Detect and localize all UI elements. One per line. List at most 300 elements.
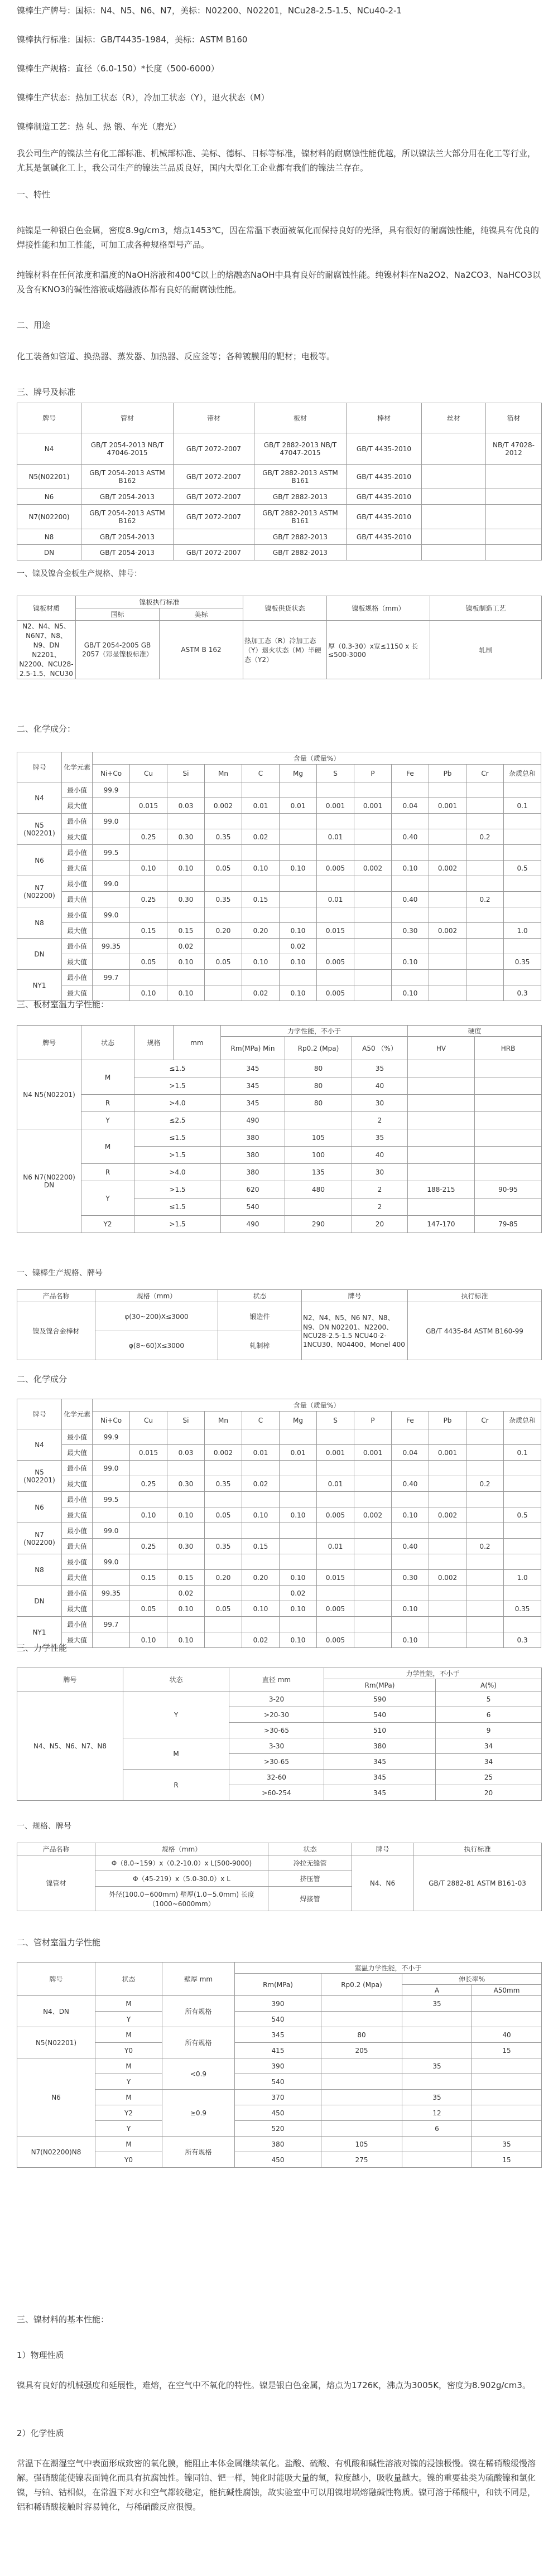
table-cell: R <box>81 1164 134 1181</box>
limit-type-cell: 最大值 <box>62 1632 93 1648</box>
table-row <box>17 892 541 907</box>
value-cell <box>280 970 317 985</box>
table-row <box>17 2012 542 2027</box>
limit-type-cell: 最小值 <box>62 1554 93 1570</box>
value-cell <box>504 1476 541 1492</box>
value-cell: 0.1 <box>504 1445 541 1461</box>
value-cell: 0.5 <box>504 861 541 876</box>
table-cell: N4、N5、N6、N7、N8 <box>17 1691 123 1801</box>
table-cell: M <box>95 2058 162 2074</box>
value-cell: 0.02 <box>280 1586 317 1601</box>
value-cell: 0.01 <box>242 1445 280 1461</box>
value-cell <box>205 1461 242 1476</box>
table-header: 含量（质量%） <box>93 752 541 765</box>
value-cell <box>429 1523 466 1539</box>
table-cell <box>408 1060 475 1077</box>
value-cell: 0.25 <box>130 892 167 907</box>
value-cell: 0.10 <box>392 1507 429 1523</box>
value-cell <box>242 782 280 798</box>
chem-table <box>17 1399 541 1648</box>
table-cell: 12 <box>402 2105 472 2121</box>
value-cell <box>317 1554 354 1570</box>
table-row <box>17 1445 541 1461</box>
table-cell: GB/T 2882-2013 <box>254 545 347 560</box>
table-cell: N5(N02201) <box>17 2027 95 2058</box>
grade-cell: N4 <box>17 1429 62 1461</box>
value-cell <box>354 892 392 907</box>
value-cell: 0.005 <box>317 954 354 970</box>
value-cell <box>242 1617 280 1632</box>
table-row <box>17 433 542 465</box>
table-cell: 35 <box>402 2090 472 2105</box>
element-header: Ni+Co <box>93 1412 130 1429</box>
table-row <box>17 1617 541 1632</box>
table-cell: 40 <box>472 2027 542 2043</box>
table-cell <box>321 2105 402 2121</box>
table-cell: 2 <box>352 1112 408 1129</box>
value-cell: 0.10 <box>130 985 167 1001</box>
value-cell <box>205 814 242 829</box>
limit-type-cell: 最小值 <box>62 907 93 923</box>
table-cell: Y <box>123 1691 229 1738</box>
table-cell: Y <box>81 1181 134 1216</box>
value-cell <box>354 1570 392 1586</box>
value-cell: 0.01 <box>280 1445 317 1461</box>
value-cell: 0.005 <box>317 861 354 876</box>
table-header: 规格（mm） <box>95 1843 268 1855</box>
table-header: 镍板材质 <box>17 596 76 621</box>
value-cell <box>466 1507 504 1523</box>
table-header: A50 （%） <box>352 1037 408 1060</box>
table-cell: 105 <box>285 1129 352 1147</box>
limit-type-cell: 最大值 <box>62 861 93 876</box>
table-cell: 590 <box>324 1691 436 1707</box>
value-cell: 0.05 <box>205 1507 242 1523</box>
table-row <box>17 814 541 829</box>
element-header: Cr <box>466 1412 504 1429</box>
table-cell: 370 <box>235 2090 321 2105</box>
value-cell: 0.10 <box>130 861 167 876</box>
value-cell: 99.9 <box>93 1429 130 1445</box>
value-cell: 0.005 <box>317 1601 354 1617</box>
table-cell: N2、N4、N5、N6 N7、N8、N9、DN N02201、N2200、NCU28-2.5-1.5 NCU40-2-1NCU30、N04400、Monel 400 <box>302 1302 408 1360</box>
value-cell <box>429 876 466 892</box>
value-cell: 99.0 <box>93 1461 130 1476</box>
limit-type-cell: 最小值 <box>62 876 93 892</box>
value-cell <box>392 1617 429 1632</box>
value-cell <box>93 954 130 970</box>
value-cell <box>429 814 466 829</box>
limit-type-cell: 最大值 <box>62 923 93 939</box>
value-cell: 0.5 <box>504 1507 541 1523</box>
element-header: Mg <box>280 1412 317 1429</box>
limit-type-cell: 最大值 <box>62 954 93 970</box>
value-cell: 99.0 <box>93 1523 130 1539</box>
table-cell: GB/T 2072-2007 <box>174 465 254 489</box>
limit-type-cell: 最小值 <box>62 1429 93 1445</box>
value-cell <box>167 845 205 861</box>
table-cell <box>486 489 542 505</box>
table-row <box>17 2043 542 2058</box>
element-header: C <box>242 765 280 782</box>
table-row <box>17 923 541 939</box>
feature-paragraph: 纯镍材料在任何浓度和温度的NaOH溶液和400℃以上的熔融态NaOH中具有良好的耐腐蚀性能。纯镍材料在Na2O2、Na2CO3、NaHCO3以及含有KNO3的碱性溶液或熔融液体都有良好的耐腐蚀性能。 <box>17 270 541 294</box>
value-cell <box>354 954 392 970</box>
value-cell <box>466 1445 504 1461</box>
table-cell: 锻造件 <box>218 1302 302 1331</box>
value-cell <box>167 907 205 923</box>
table-cell: 3-20 <box>229 1691 324 1707</box>
table-cell <box>422 465 486 489</box>
feature-paragraph: 纯镍是一种银白色金属，密度8.9g/cm3，熔点1453℃，因在常温下表面被氧化而保持良好的光泽，具有很好的耐腐蚀性能，纯镍具有优良的焊接性能和加工性能，可加工成各种规格型号产品。 <box>17 225 539 250</box>
value-cell: 0.005 <box>317 1632 354 1648</box>
table-cell: Φ（8.0~159）x（0.2-10.0）x L(500-9000) <box>95 1855 268 1871</box>
value-cell <box>466 985 504 1001</box>
value-cell: 0.01 <box>317 892 354 907</box>
value-cell: 0.25 <box>130 1476 167 1492</box>
value-cell <box>354 923 392 939</box>
section-title: 三、镍材料的基本性能： <box>17 2314 109 2324</box>
value-cell <box>354 970 392 985</box>
value-cell: 0.3 <box>504 1632 541 1648</box>
value-cell <box>466 845 504 861</box>
value-cell <box>392 1523 429 1539</box>
element-header: P <box>354 765 392 782</box>
table-row <box>17 2074 542 2090</box>
table-cell: 345 <box>324 1770 436 1785</box>
table-cell <box>408 1129 475 1147</box>
table-header: 美标 <box>160 608 243 621</box>
table-header: A <box>402 1985 472 1996</box>
value-cell: 0.10 <box>167 1507 205 1523</box>
value-cell <box>466 923 504 939</box>
value-cell: 0.15 <box>130 923 167 939</box>
table-cell: 34 <box>436 1754 542 1770</box>
table-cell: M <box>95 2090 162 2105</box>
table-header: 伸长率% <box>402 1974 542 1985</box>
value-cell: 0.10 <box>167 1601 205 1617</box>
table-header: 棒材 <box>347 403 422 433</box>
table-cell <box>285 1112 352 1129</box>
table-cell <box>402 2043 472 2058</box>
table-header: 直径 mm <box>229 1668 324 1691</box>
value-cell <box>280 1476 317 1492</box>
value-cell <box>280 1617 317 1632</box>
table-header: mm <box>174 1026 221 1060</box>
value-cell: 0.002 <box>205 798 242 814</box>
table-cell: 80 <box>285 1077 352 1095</box>
table-header: HV <box>408 1037 475 1060</box>
value-cell <box>504 1492 541 1507</box>
value-cell: 0.40 <box>392 1476 429 1492</box>
element-header: Mn <box>205 765 242 782</box>
value-cell <box>93 892 130 907</box>
physical-paragraph: 镍具有良好的机械强度和延展性，难熔，在空气中不氧化的特性。镍是银白色金属，熔点为1726K，沸点为3005K，密度为8.902g/cm3。 <box>17 2380 531 2390</box>
table-cell: 380 <box>324 1738 436 1754</box>
value-cell: 0.40 <box>392 892 429 907</box>
table-row <box>17 1539 541 1554</box>
standards-table <box>17 403 542 560</box>
limit-type-cell: 最小值 <box>62 782 93 798</box>
table-cell <box>422 545 486 560</box>
section-title: 三、板材室温力学性能： <box>17 999 109 1009</box>
table-cell: 2 <box>352 1181 408 1198</box>
value-cell: 0.10 <box>130 1507 167 1523</box>
element-header: Pb <box>429 1412 466 1429</box>
element-header: C <box>242 1412 280 1429</box>
table-header: A50mm <box>472 1985 542 1996</box>
value-cell <box>130 814 167 829</box>
value-cell: 0.02 <box>242 1476 280 1492</box>
value-cell <box>317 814 354 829</box>
table-row <box>17 1181 542 1198</box>
table-cell: GB/T 2882-81 ASTM B161-03 <box>413 1855 542 1911</box>
value-cell: 99.0 <box>93 907 130 923</box>
table-header: 箔材 <box>486 403 542 433</box>
value-cell: 0.01 <box>317 1539 354 1554</box>
table-cell <box>408 1077 475 1095</box>
value-cell <box>205 907 242 923</box>
table-cell <box>422 529 486 545</box>
value-cell <box>504 1429 541 1445</box>
value-cell <box>466 1492 504 1507</box>
value-cell <box>392 1461 429 1476</box>
tube-spec-table <box>17 1843 542 1911</box>
value-cell: 99.5 <box>93 1492 130 1507</box>
table-header: Rm(MPa) Min <box>221 1037 285 1060</box>
table-cell: 镍管材 <box>17 1855 95 1911</box>
value-cell: 0.30 <box>167 829 205 845</box>
value-cell <box>466 798 504 814</box>
value-cell <box>504 782 541 798</box>
table-row <box>17 1586 541 1601</box>
value-cell <box>429 1586 466 1601</box>
table-cell: 490 <box>221 1112 285 1129</box>
value-cell <box>504 970 541 985</box>
value-cell <box>130 939 167 954</box>
table-cell: N7(N02200) <box>17 505 81 529</box>
value-cell: 0.01 <box>317 829 354 845</box>
table-cell: ≤1.5 <box>134 1060 221 1077</box>
table-header: Rp0.2 (Mpa) <box>321 1974 402 1996</box>
value-cell: 0.04 <box>392 798 429 814</box>
value-cell <box>167 876 205 892</box>
section-title: 二、化学成分 <box>17 1374 68 1384</box>
value-cell <box>429 1492 466 1507</box>
table-header: 执行标准 <box>408 1290 542 1302</box>
table-cell: 35 <box>352 1129 408 1147</box>
value-cell <box>504 939 541 954</box>
value-cell <box>280 829 317 845</box>
value-cell: 0.10 <box>167 954 205 970</box>
value-cell <box>205 1429 242 1445</box>
element-header: Pb <box>429 765 466 782</box>
value-cell: 0.10 <box>280 985 317 1001</box>
table-header: 状态 <box>268 1843 352 1855</box>
table-row <box>17 545 542 560</box>
value-cell <box>93 923 130 939</box>
value-cell: 99.5 <box>93 845 130 861</box>
table-cell: 390 <box>235 2058 321 2074</box>
value-cell <box>205 1632 242 1648</box>
value-cell: 0.002 <box>429 923 466 939</box>
value-cell <box>392 970 429 985</box>
table-cell: 380 <box>221 1147 285 1164</box>
table-cell: 540 <box>235 2074 321 2090</box>
table-cell <box>472 2105 542 2121</box>
table-cell: 30 <box>352 1164 408 1181</box>
value-cell: 0.002 <box>354 1507 392 1523</box>
value-cell: 0.10 <box>392 985 429 1001</box>
value-cell <box>354 1492 392 1507</box>
limit-type-cell: 最大值 <box>62 1445 93 1461</box>
table-cell: M <box>123 1738 229 1770</box>
limit-type-cell: 最大值 <box>62 1507 93 1523</box>
value-cell <box>504 1554 541 1570</box>
table-row <box>17 845 541 861</box>
value-cell <box>429 829 466 845</box>
limit-type-cell: 最大值 <box>62 798 93 814</box>
table-cell <box>472 2121 542 2137</box>
table-cell <box>486 465 542 489</box>
value-cell <box>354 907 392 923</box>
table-row <box>17 939 541 954</box>
table-header: 镍板规格（mm） <box>327 596 430 621</box>
table-header: 规格 <box>134 1026 174 1060</box>
value-cell: 0.3 <box>504 985 541 1001</box>
value-cell <box>392 876 429 892</box>
table-header: 状态 <box>123 1668 229 1691</box>
usage-paragraph: 化工装备如管道、换热器、蒸发器、加热器、反应釜等；各种镀膜用的靶材；电极等。 <box>17 351 335 361</box>
value-cell: 0.35 <box>205 892 242 907</box>
table-cell: 32-60 <box>229 1770 324 1785</box>
value-cell <box>167 1429 205 1445</box>
value-cell: 0.05 <box>130 1601 167 1617</box>
value-cell <box>167 1461 205 1476</box>
table-cell: 79-85 <box>475 1216 542 1233</box>
table-cell: 80 <box>321 2027 402 2043</box>
table-row <box>17 2027 542 2043</box>
value-cell <box>504 1539 541 1554</box>
value-cell <box>504 876 541 892</box>
value-cell <box>354 1429 392 1445</box>
value-cell <box>392 845 429 861</box>
table-cell <box>475 1112 542 1129</box>
table-cell: N4、DN <box>17 1996 95 2027</box>
table-cell <box>347 545 422 560</box>
element-header: Mn <box>205 1412 242 1429</box>
value-cell <box>167 814 205 829</box>
value-cell <box>504 892 541 907</box>
limit-type-cell: 最小值 <box>62 1617 93 1632</box>
value-cell <box>392 907 429 923</box>
grade-cell: N6 <box>17 1492 62 1523</box>
value-cell <box>466 1461 504 1476</box>
table-row <box>17 861 541 876</box>
table-cell: 9 <box>436 1723 542 1738</box>
value-cell: 0.10 <box>167 861 205 876</box>
table-row <box>17 1476 541 1492</box>
table-cell: N8 <box>17 529 81 545</box>
value-cell <box>93 829 130 845</box>
value-cell <box>354 1476 392 1492</box>
value-cell <box>280 1554 317 1570</box>
table-header: 牌号 <box>17 1668 123 1691</box>
table-header: 室温力学性能，不小于 <box>235 1963 542 1974</box>
table-cell: Φ（45-219）x（5.0-30.0）x L <box>95 1871 268 1887</box>
table-cell: Y0 <box>95 2152 162 2168</box>
value-cell: 0.15 <box>167 923 205 939</box>
table-cell: M <box>95 1996 162 2012</box>
limit-type-cell: 最小值 <box>62 1492 93 1507</box>
value-cell: 0.35 <box>205 1476 242 1492</box>
table-row <box>17 1060 542 1077</box>
table-cell: 35 <box>472 2137 542 2152</box>
value-cell <box>205 1523 242 1539</box>
table-cell: GB/T 2072-2007 <box>174 545 254 560</box>
value-cell: 0.02 <box>242 829 280 845</box>
table-cell: M <box>95 2137 162 2152</box>
table-cell: ≤1.5 <box>134 1198 221 1216</box>
value-cell <box>354 1461 392 1476</box>
value-cell <box>280 1523 317 1539</box>
table-row <box>17 1601 541 1617</box>
value-cell <box>354 814 392 829</box>
value-cell <box>392 1429 429 1445</box>
value-cell <box>242 1429 280 1445</box>
table-header: 牌号 <box>17 403 81 433</box>
table-cell: 所有规格 <box>162 2137 235 2168</box>
table-header: 牌号 <box>352 1843 413 1855</box>
table-cell: GB/T 2882-2013 ASTM B161 <box>254 465 347 489</box>
value-cell <box>317 1523 354 1539</box>
value-cell: 99.35 <box>93 939 130 954</box>
table-row <box>17 2121 542 2137</box>
value-cell: 99.35 <box>93 1586 130 1601</box>
value-cell <box>93 1539 130 1554</box>
table-row <box>17 1507 541 1523</box>
element-header: 杂质总和 <box>504 765 541 782</box>
table-header: 牌号 <box>17 752 62 782</box>
element-header: Si <box>167 1412 205 1429</box>
table-cell: >60-254 <box>229 1785 324 1801</box>
table-cell: >30-65 <box>229 1723 324 1738</box>
value-cell <box>242 1586 280 1601</box>
table-cell <box>486 529 542 545</box>
table-cell: Y <box>95 2074 162 2090</box>
table-cell <box>174 529 254 545</box>
value-cell: 0.02 <box>280 939 317 954</box>
value-cell: 0.05 <box>205 1601 242 1617</box>
value-cell <box>504 907 541 923</box>
table-header: 管材 <box>81 403 174 433</box>
table-row <box>17 2058 542 2074</box>
value-cell <box>317 1492 354 1507</box>
table-header: 状态 <box>95 1963 162 1996</box>
table-cell: 135 <box>285 1164 352 1181</box>
value-cell: 0.10 <box>280 1507 317 1523</box>
table-cell <box>402 2012 472 2027</box>
table-cell: N4 N5(N02201) <box>17 1060 81 1129</box>
value-cell: 0.40 <box>392 829 429 845</box>
element-header: Cu <box>130 1412 167 1429</box>
value-cell: 0.01 <box>280 798 317 814</box>
table-row <box>17 489 542 505</box>
table-cell: 90-95 <box>475 1181 542 1198</box>
value-cell: 0.10 <box>167 1632 205 1648</box>
table-row <box>17 1429 541 1445</box>
company-paragraph: 我公司生产的镍法兰有化工部标准、机械部标准、美标、德标、日标等标准，镍材料的耐腐蚀性能优越，所以镍法兰大部分用在化工等行业，尤其是氯碱化工上，我公司生产的镍法兰品质良好，国内大型化工企业都有我们的镍法兰存在。 <box>17 148 536 173</box>
